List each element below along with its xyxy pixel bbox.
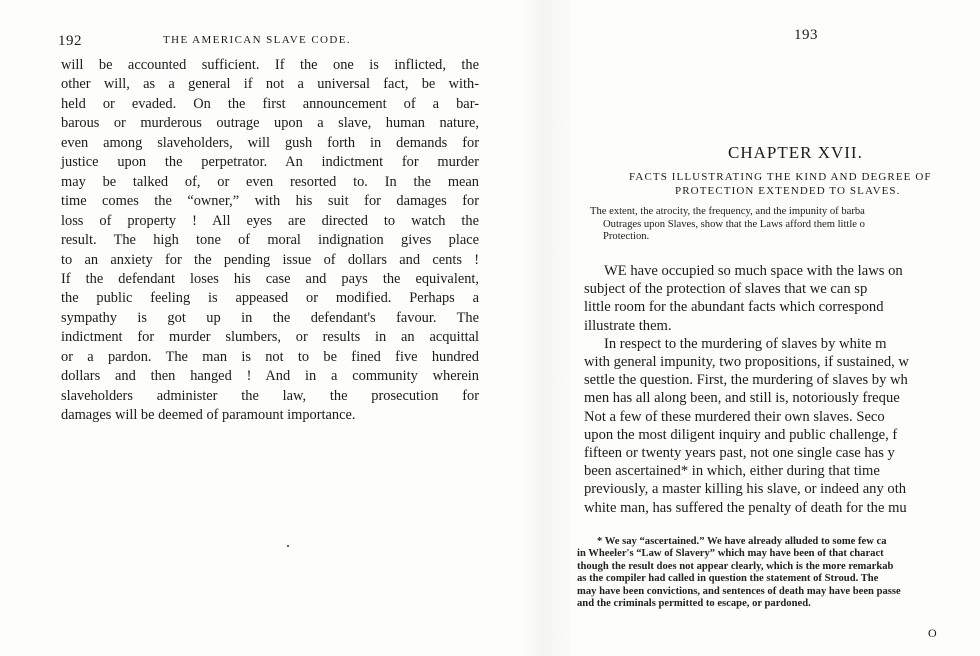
- text-line: damages will be deemed of paramount importance.: [61, 407, 356, 424]
- text-line: previously, a master killing his slave, or indeed any oth: [584, 481, 907, 498]
- footnote-line: though the result does not appear clearly, which is the more remarkab: [577, 560, 894, 572]
- text-line: time comes the “owner,” with his suit for damages for: [61, 193, 479, 210]
- running-head: THE AMERICAN SLAVE CODE.: [163, 34, 352, 46]
- text-line: other will, as a general if not a universal fact, be with-: [61, 76, 479, 93]
- right-page-body: [584, 262, 980, 517]
- text-line: with general impunity, two propositions, if sustained, w: [584, 354, 909, 371]
- text-line: settle the question. First, the murdering of slaves by wh: [584, 372, 908, 389]
- summary-line: The extent, the atrocity, the frequency, and the impunity of barba: [590, 206, 865, 217]
- left-page-body: [61, 56, 479, 426]
- text-line: barous or murderous outrage upon a slave, human nature,: [61, 115, 479, 132]
- text-line: dollars and then hanged ! And in a community wherein: [61, 368, 479, 385]
- text-line: men has all along been, and still is, notoriously freque: [584, 390, 900, 407]
- text-line: even among slaveholders, will gush forth in demands for: [61, 134, 479, 151]
- text-line: sympathy is got up in the defendant's favour. The: [61, 309, 479, 326]
- text-line: fifteen or twenty years past, not one single case has y: [584, 445, 895, 462]
- summary-line: Outrages upon Slaves, show that the Laws afford them little o: [603, 218, 865, 230]
- summary-line: Protection.: [603, 231, 650, 243]
- text-line: In respect to the murdering of slaves by white m: [604, 335, 887, 352]
- chapter-title: CHAPTER XVII.: [728, 143, 863, 162]
- page-number-right: 193: [794, 27, 818, 43]
- text-line: subject of the protection of slaves that we can sp: [584, 281, 868, 298]
- right-page: [570, 0, 980, 656]
- chapter-subheading: [629, 170, 980, 198]
- text-line: little room for the abundant facts which correspond: [584, 299, 884, 316]
- text-line: may be talked of, or even resorted to. In the mean: [61, 173, 479, 190]
- subheading-line: FACTS ILLUSTRATING THE KIND AND DEGREE OF: [629, 171, 932, 183]
- subheading-line: PROTECTION EXTENDED TO SLAVES.: [675, 185, 901, 197]
- page-number-left: 192: [58, 33, 82, 49]
- text-line: held or evaded. On the first announcement of a bar-: [61, 95, 479, 112]
- signature-mark: O: [928, 626, 937, 640]
- text-line: been ascertained* in which, either during that time: [584, 463, 880, 480]
- footnote-line: * We say “ascertained.” We have already alluded to some few ca: [597, 536, 887, 547]
- footnote-line: and the criminals permitted to escape, or pardoned.: [577, 598, 811, 610]
- text-line: slaveholders administer the law, the prosecution for: [61, 387, 479, 404]
- text-line: will be accounted sufficient. If the one is inflicted, the: [61, 57, 479, 73]
- text-line: illustrate them.: [584, 317, 672, 334]
- text-line: WE have occupied so much space with the laws on: [604, 263, 903, 279]
- text-line: loss of property ! All eyes are directed to watch the: [61, 212, 479, 229]
- footnote-line: may have been convictions, and sentences of death may have been passe: [577, 585, 901, 597]
- text-line: Not a few of these murdered their own slaves. Seco: [584, 408, 885, 425]
- text-line: justice upon the perpetrator. An indictment for murder: [61, 154, 479, 171]
- text-line: If the defendant loses his case and pays the equivalent,: [61, 270, 479, 287]
- print-speck: [287, 545, 289, 547]
- text-line: indictment for murder slumbers, or results in an acquittal: [61, 329, 479, 346]
- text-line: white man, has suffered the penalty of death for the mu: [584, 499, 907, 516]
- footnote-line: in Wheeler's “Law of Slavery” which may have been of that charact: [577, 548, 884, 560]
- book-gutter: [520, 0, 570, 656]
- text-line: the public feeling is appeased or modified. Perhaps a: [61, 290, 479, 307]
- text-line: to an anxiety for the pending issue of dollars and cents !: [61, 251, 479, 268]
- text-line: result. The high tone of moral indignation gives place: [61, 232, 479, 249]
- text-line: or a pardon. The man is not to be fined five hundred: [61, 348, 479, 365]
- chapter-summary: [590, 206, 980, 244]
- footnote: [577, 536, 980, 610]
- footnote-line: as the compiler had called in question the statement of Stroud. The: [577, 573, 879, 585]
- text-line: upon the most diligent inquiry and public challenge, f: [584, 426, 898, 443]
